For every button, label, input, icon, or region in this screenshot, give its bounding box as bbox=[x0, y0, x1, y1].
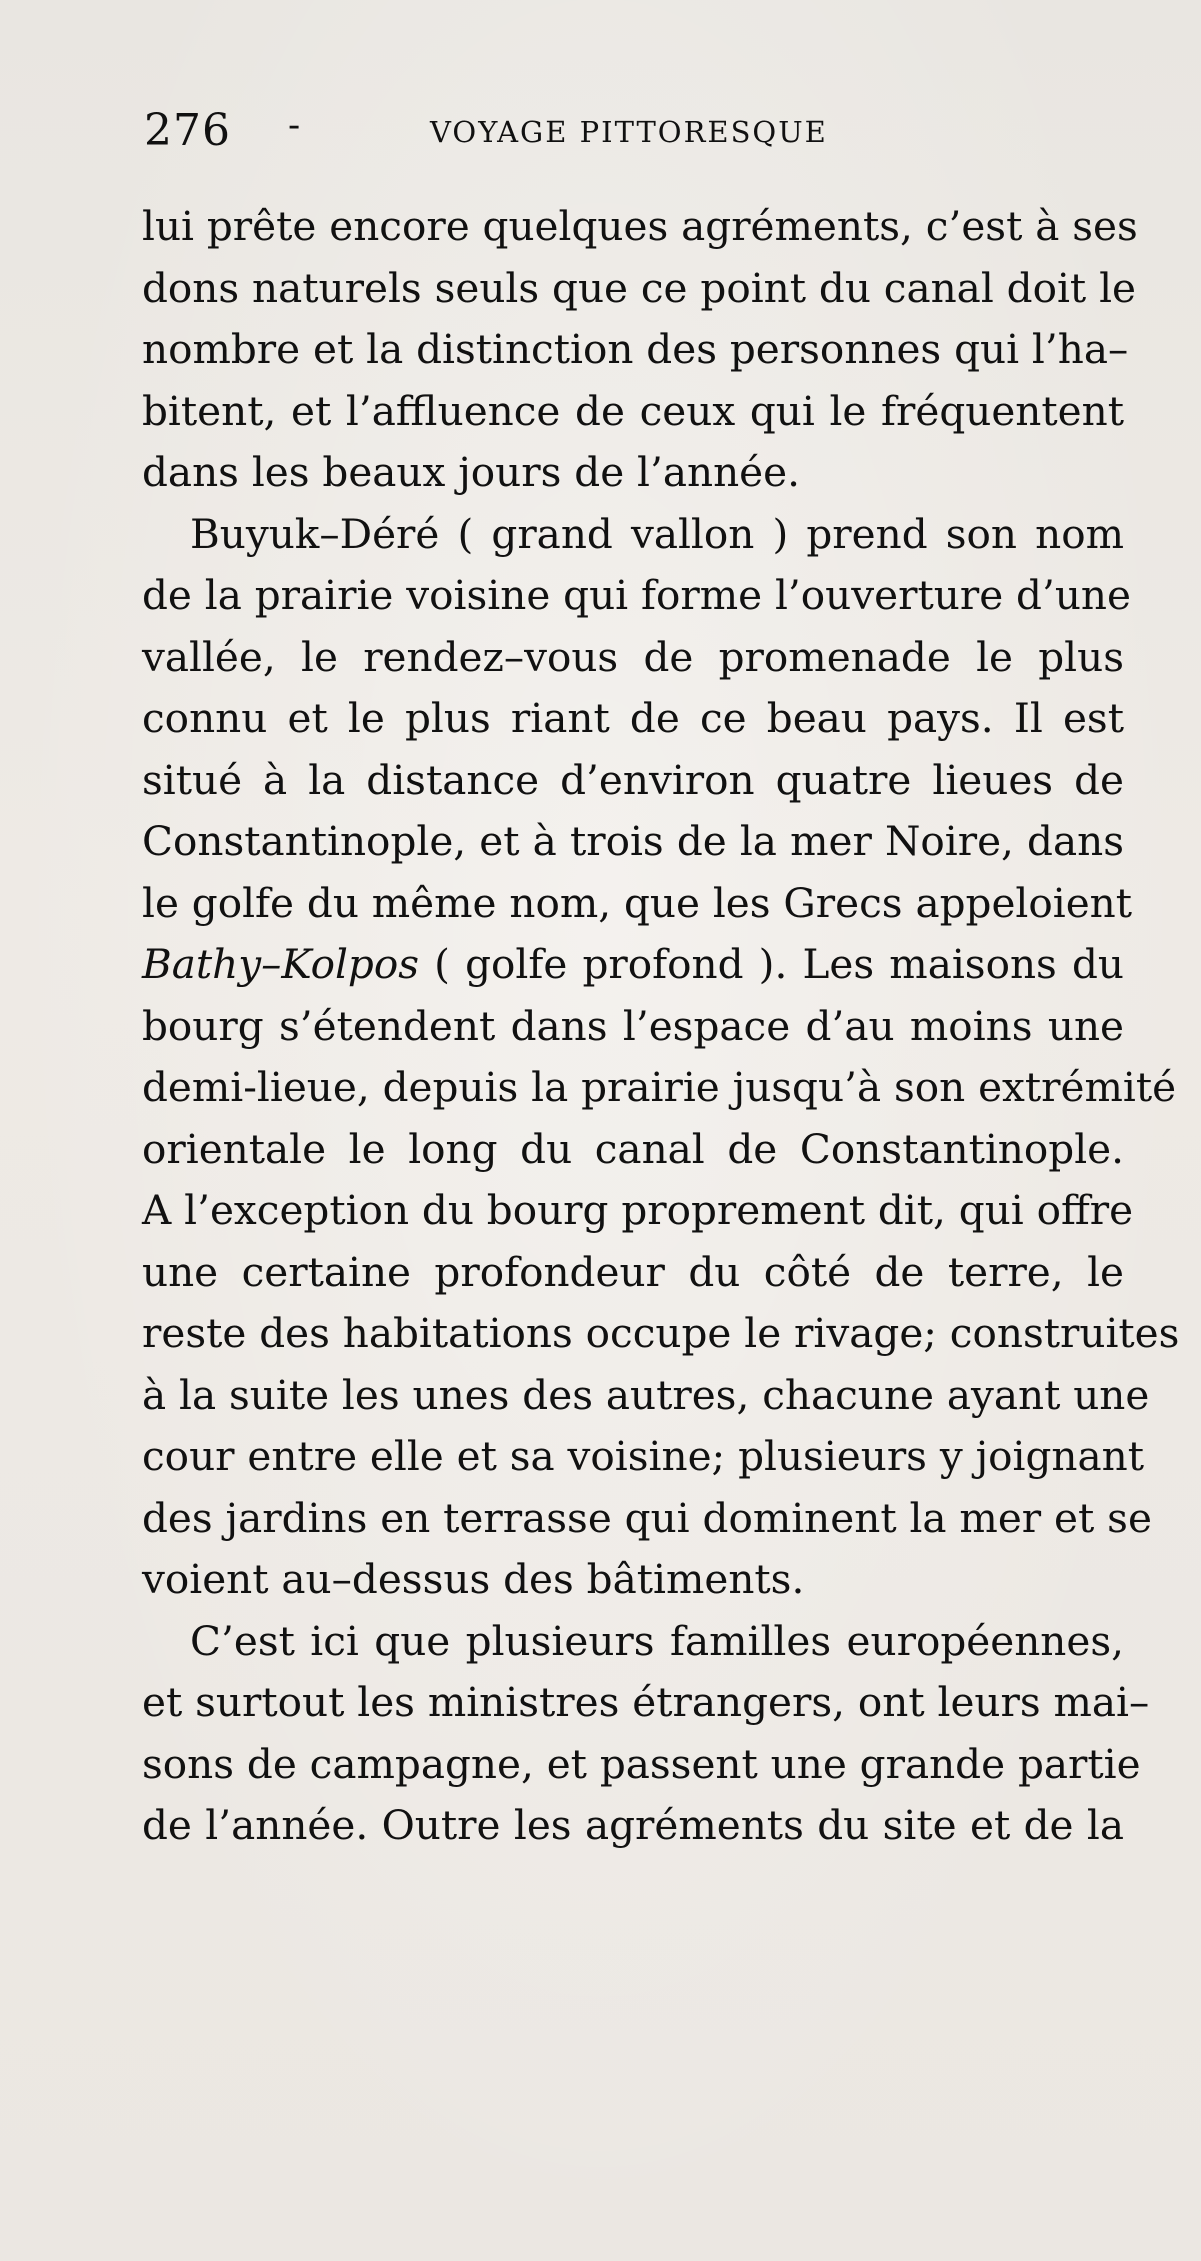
text-line: Buyuk–Déré ( grand vallon ) prend son nom bbox=[190, 509, 1124, 558]
text-line: nombre et la distinction des personnes qui l’ha– bbox=[142, 325, 1129, 373]
text-line: des jardins en terrasse qui dominent la mer et se bbox=[142, 1493, 1152, 1542]
page-number: 276 bbox=[144, 105, 231, 156]
text-line: A l’exception du bourg proprement dit, qui offre bbox=[142, 1186, 1134, 1234]
page-header bbox=[140, 105, 1040, 165]
text-line: C’est ici que plusieurs familles européennes, bbox=[190, 1616, 1124, 1665]
running-title: VOYAGE PITTORESQUE bbox=[430, 115, 828, 149]
text-line: connu et le plus riant de ce beau pays. Il est bbox=[142, 694, 1124, 742]
text-line: de la prairie voisine qui forme l’ouverture d’une bbox=[142, 571, 1131, 619]
text-line: situé à la distance d’environ quatre lieues de bbox=[142, 755, 1124, 804]
text-line: reste des habitations occupe le rivage; construites bbox=[142, 1309, 1180, 1357]
text-line: lui prête encore quelques agréments, c’est à ses bbox=[142, 202, 1138, 250]
text-line: et surtout les ministres étrangers, ont leurs mai– bbox=[142, 1678, 1150, 1726]
text-line: bourg s’étendent dans l’espace d’au moins une bbox=[142, 1001, 1124, 1050]
text-line: Constantinople, et à trois de la mer Noire, dans bbox=[142, 817, 1124, 865]
body-text bbox=[142, 196, 1180, 1857]
text-line: orientale le long du canal de Constantinople. bbox=[142, 1124, 1124, 1173]
text-line: à la suite les unes des autres, chacune ayant une bbox=[142, 1370, 1150, 1419]
header-dash: - bbox=[288, 105, 301, 146]
text-line: une certaine profondeur du côté de terre, le bbox=[142, 1247, 1124, 1296]
text-line: vallée, le rendez–vous de promenade le plus bbox=[142, 632, 1124, 681]
text-line: le golfe du même nom, que les Grecs appeloient bbox=[142, 878, 1133, 927]
text-line: de l’année. Outre les agréments du site et de la bbox=[142, 1801, 1124, 1849]
text-line: demi-lieue, depuis la prairie jusqu’à son extrémité bbox=[142, 1063, 1177, 1111]
text-line: dans les beaux jours de l’année. bbox=[142, 448, 800, 496]
text-line: sons de campagne, et passent une grande partie bbox=[142, 1739, 1141, 1788]
text-line-with-italic bbox=[142, 934, 1124, 996]
italic-phrase: Bathy–Kolpos bbox=[142, 940, 419, 988]
text-line-rest: ( golfe profond ). Les maisons du bbox=[434, 940, 1124, 988]
text-line: voient au–dessus des bâtiments. bbox=[142, 1555, 805, 1603]
text-line: dons naturels seuls que ce point du canal doit le bbox=[142, 263, 1136, 312]
text-line: bitent, et l’affluence de ceux qui le fréquentent bbox=[142, 386, 1124, 435]
text-line: cour entre elle et sa voisine; plusieurs y joignant bbox=[142, 1432, 1144, 1480]
